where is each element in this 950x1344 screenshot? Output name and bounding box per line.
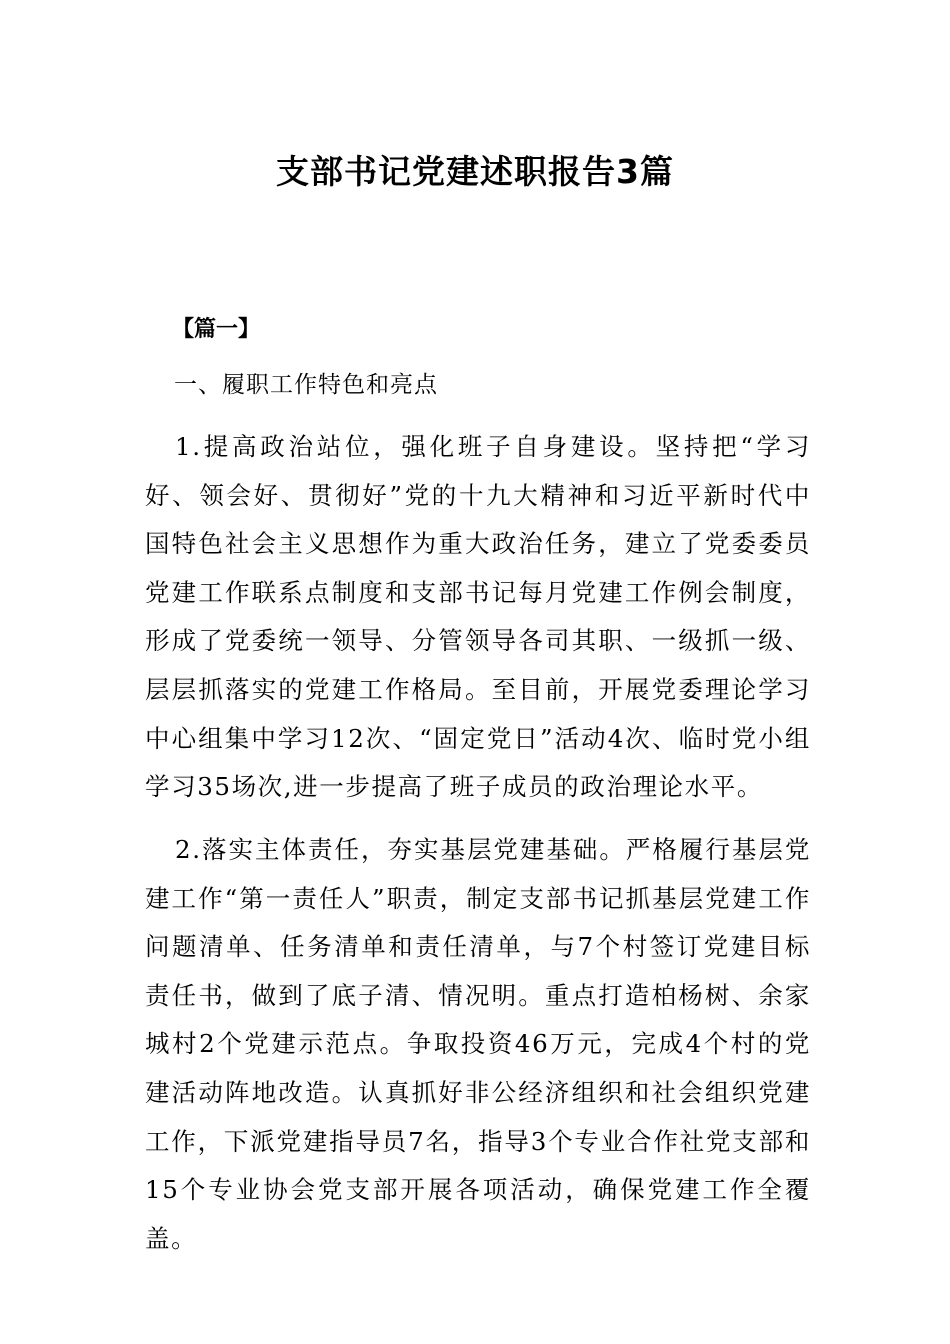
paragraph: 1.提高政治站位，强化班子自身建设。坚持把“学习好、领会好、贯彻好”党的十九大精神和习近平新时代中国特色社会主义思想作为重大政治任务，建立了党委委员党建工作联系点制度和支部书记每月党建工作例会制度，形成了党委统一领导、分管领导各司其职、一级抓一级、层层抓落实的党建工作格局。至目前，开展党委理论学习中心组集中学习12次、“固定党日”活动4次、临时党小组学习35场次,进一步提高了班子成员的政治理论水平。	[145, 432, 811, 802]
paragraph: 2.落实主体责任，夯实基层党建基础。严格履行基层党建工作“第一责任人”职责，制定支部书记抓基层党建工作问题清单、任务清单和责任清单，与7个村签订党建目标责任书，做到了底子清、情况明。重点打造柏杨树、余家城村2个党建示范点。争取投资46万元，完成4个村的党建活动阵地改造。认真抓好非公经济组织和社会组织党建工作，下派党建指导员7名，指导3个专业合作社党支部和15个专业协会党支部开展各项活动，确保党建工作全覆盖。	[145, 835, 811, 1253]
document-title: 支部书记党建述职报告3篇	[276, 152, 674, 191]
section-heading: 一、履职工作特色和亮点	[174, 372, 438, 398]
section-tag: 【篇一】	[172, 317, 261, 342]
